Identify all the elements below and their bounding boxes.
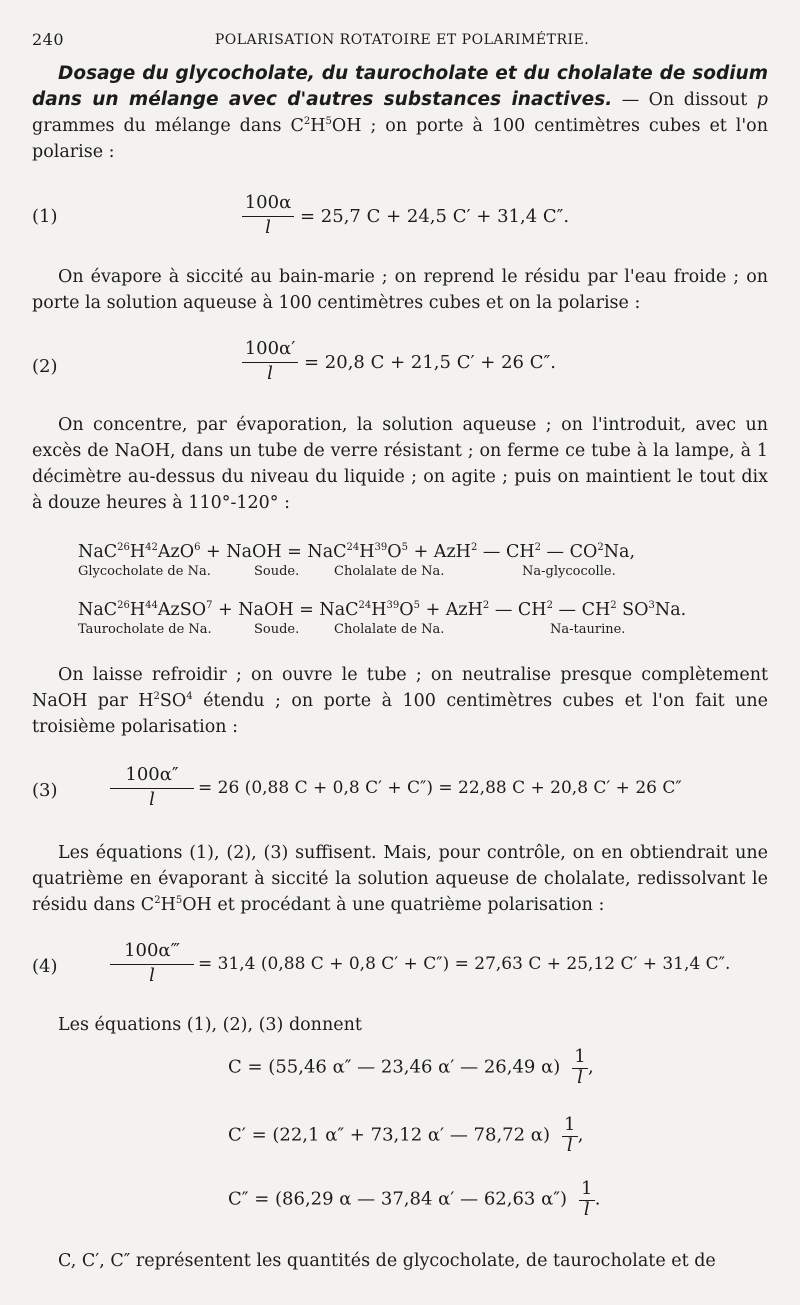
paragraph-text: H	[160, 895, 176, 915]
solution-expression: C = (55,46 α″ — 23,46 α′ — 26,49 α)	[228, 1056, 561, 1078]
section-heading: Dosage du glycocholate, du taurocholate et du cholalate de sodium dans un mélange avec d'autres substances inactives.	[32, 63, 768, 110]
intro-text-a: On dissout	[648, 90, 757, 110]
fraction-denominator: l	[267, 363, 273, 384]
fraction-numerator: 100α″	[125, 764, 179, 785]
fraction-denominator: l	[577, 1067, 583, 1088]
intro-text-b: grammes du mélange dans C	[32, 116, 304, 136]
formula-index: 2	[610, 600, 617, 611]
fraction-denominator: l	[149, 789, 155, 810]
solution-punctuation: ,	[588, 1056, 594, 1078]
formula-index: 2	[470, 542, 478, 553]
solution-punctuation: ,	[577, 1124, 584, 1146]
solution-c	[228, 1048, 594, 1087]
formula-index: 2	[597, 542, 604, 553]
subscript: 2	[303, 116, 311, 127]
formula-part: H	[129, 600, 146, 620]
formula-part: + NaOH = NaC	[200, 542, 347, 562]
formula-part: NaC	[78, 542, 118, 562]
formula-part: — CO	[540, 542, 598, 562]
intro-text-d: OH ; on porte à 100 centimètres cubes et l'on polarise :	[32, 116, 768, 162]
equation-fraction	[110, 940, 194, 987]
formula-index: 2	[546, 600, 553, 611]
formula-part: — CH	[477, 542, 535, 562]
solution-punctuation: .	[594, 1188, 601, 1210]
subscript: 5	[325, 116, 332, 127]
formula-index: 44	[145, 600, 158, 611]
formula-part: + AzH	[408, 542, 471, 562]
paragraph-text: SO	[159, 691, 187, 711]
formula-part: Na.	[654, 600, 687, 620]
compound-name: Taurocholate de Na.	[78, 622, 212, 637]
fraction-numerator: 100α	[244, 192, 292, 213]
compound-name: Soude.	[254, 622, 300, 637]
formula-index: 5	[413, 600, 420, 611]
formula-index: 39	[386, 600, 400, 611]
fraction-numerator: 100α‴	[124, 940, 180, 961]
fraction-denominator: l	[149, 965, 155, 986]
compound-name: Na-glycocolle.	[522, 564, 616, 579]
formula-index: 2	[482, 600, 490, 611]
formula-part: AzO	[157, 542, 195, 562]
formula-part: — CH	[489, 600, 547, 620]
equation-number: (4)	[32, 956, 58, 977]
formula-index: 2	[534, 542, 541, 553]
neutralisation-paragraph	[32, 662, 768, 740]
formula-index: 5	[401, 542, 409, 553]
equation-rhs: = 20,8 C + 21,5 C′ + 26 C″.	[304, 352, 556, 373]
formula-part: Na,	[603, 542, 636, 562]
reaction-compound-names	[78, 564, 768, 582]
formula-part: O	[399, 600, 414, 620]
compound-name: Cholalate de Na.	[334, 564, 445, 579]
fraction-numerator: 1	[563, 1114, 576, 1135]
solution-c-prime	[228, 1116, 583, 1155]
equation-number: (1)	[32, 206, 58, 227]
compound-name: Soude.	[254, 564, 300, 579]
formula-part: H	[371, 600, 387, 620]
formula-index: 39	[374, 542, 388, 553]
paragraph-text: Les équations (1), (2), (3) suffisent. Mais, pour contrôle, on en obtiendrait une quatrième en évaporant à siccité la solution aqueuse de cholalate, redissolvant le résidu dans C	[32, 843, 768, 915]
page-number: 240	[32, 30, 65, 49]
formula-part: SO	[616, 600, 649, 620]
equation-fraction	[242, 192, 294, 239]
solution-expression: C′ = (22,1 α″ + 73,12 α′ — 78,72 α)	[228, 1124, 550, 1146]
fraction-numerator: 1	[574, 1046, 586, 1067]
formula-index: 26	[117, 542, 130, 553]
variable-p: p	[756, 90, 768, 110]
solution-fraction	[562, 1116, 578, 1155]
equation-1	[32, 192, 772, 252]
fraction-denominator: l	[265, 217, 271, 238]
reaction-taurocholate	[78, 598, 768, 640]
equation-fraction	[110, 764, 194, 811]
compound-name: Na-taurine.	[550, 622, 626, 637]
equation-2	[32, 338, 772, 398]
formula-index: 2	[153, 691, 160, 702]
reaction-glycocholate	[78, 540, 768, 582]
formula-part: + AzH	[420, 600, 483, 620]
formula-part: O	[387, 542, 402, 562]
formula-part: AzSO	[157, 600, 207, 620]
compound-name: Cholalate de Na.	[334, 622, 445, 637]
formula-part: + NaOH = NaC	[212, 600, 359, 620]
control-paragraph	[32, 840, 768, 918]
reaction-compound-names	[78, 622, 768, 640]
fraction-numerator: 1	[581, 1178, 593, 1199]
paragraph-text: OH et procédant à une quatrième polarisation :	[182, 895, 605, 915]
formula-index: 3	[648, 600, 655, 611]
running-title: POLARISATION ROTATOIRE ET POLARIMÉTRIE.	[214, 32, 590, 48]
formula-index: 24	[346, 542, 360, 553]
solution-fraction	[572, 1048, 588, 1087]
paragraph-text: On laisse refroidir ; on ouvre le tube ; on neutralise presque complètement NaOH par H	[32, 665, 768, 711]
concentration-paragraph: On concentre, par évaporation, la solution aqueuse ; on l'introduit, avec un excès de NaOH, dans un tube de verre résistant ; on ferme ce tube à la lampe, à 1 décimètre au-dessus du niveau du liquide ; on agite ; puis on maintient le tout dix à douze heures à 110°-120° :	[32, 415, 768, 513]
fraction-denominator: l	[566, 1135, 573, 1156]
fraction-denominator: l	[583, 1199, 590, 1220]
formula-index: 4	[186, 691, 193, 702]
formula-index: 42	[145, 542, 158, 553]
formula-index: 6	[194, 542, 201, 553]
results-intro-paragraph: Les équations (1), (2), (3) donnent	[58, 1015, 362, 1035]
reaction-formula	[78, 540, 768, 564]
equation-3	[32, 764, 772, 824]
equation-number: (2)	[32, 356, 58, 377]
formula-index: 2	[154, 895, 161, 906]
reaction-formula	[78, 598, 768, 622]
equation-rhs: = 31,4 (0,88 C + 0,8 C′ + C″) = 27,63 C + 25,12 C′ + 31,4 C″.	[198, 954, 731, 974]
paragraph-text: étendu ; on porte à 100 centimètres cubes et l'on fait une troisième polarisation :	[32, 691, 768, 737]
formula-index: 26	[117, 600, 130, 611]
formula-part: H	[129, 542, 146, 562]
fraction-numerator: 100α′	[244, 338, 296, 359]
equation-rhs: = 25,7 C + 24,5 C′ + 31,4 C″.	[300, 206, 570, 227]
formula-part: — CH	[552, 600, 611, 620]
formula-part: H	[359, 542, 375, 562]
formula-index: 5	[175, 895, 183, 906]
evaporation-paragraph: On évapore à siccité au bain-marie ; on reprend le résidu par l'eau froide ; on porte la solution aqueuse à 100 centimètres cubes et on la polarise :	[32, 267, 768, 313]
equation-4	[32, 940, 772, 1000]
solution-fraction	[579, 1180, 595, 1219]
equation-rhs: = 26 (0,88 C + 0,8 C′ + C″) = 22,88 C + 20,8 C′ + 26 C″	[198, 778, 682, 798]
equation-number: (3)	[32, 780, 58, 801]
solution-c-double-prime	[228, 1180, 600, 1219]
equation-fraction	[242, 338, 298, 385]
section-intro-paragraph	[32, 61, 768, 165]
formula-part: NaC	[78, 600, 118, 620]
intro-text-c: H	[310, 116, 326, 136]
formula-index: 7	[206, 600, 213, 611]
heading-dash: —	[612, 90, 649, 110]
closing-paragraph: C, C′, C″ représentent les quantités de glycocholate, de taurocholate et de	[58, 1251, 716, 1271]
solution-expression: C″ = (86,29 α — 37,84 α′ — 62,63 α″)	[228, 1188, 567, 1210]
formula-index: 24	[358, 600, 372, 611]
compound-name: Glycocholate de Na.	[78, 564, 211, 579]
